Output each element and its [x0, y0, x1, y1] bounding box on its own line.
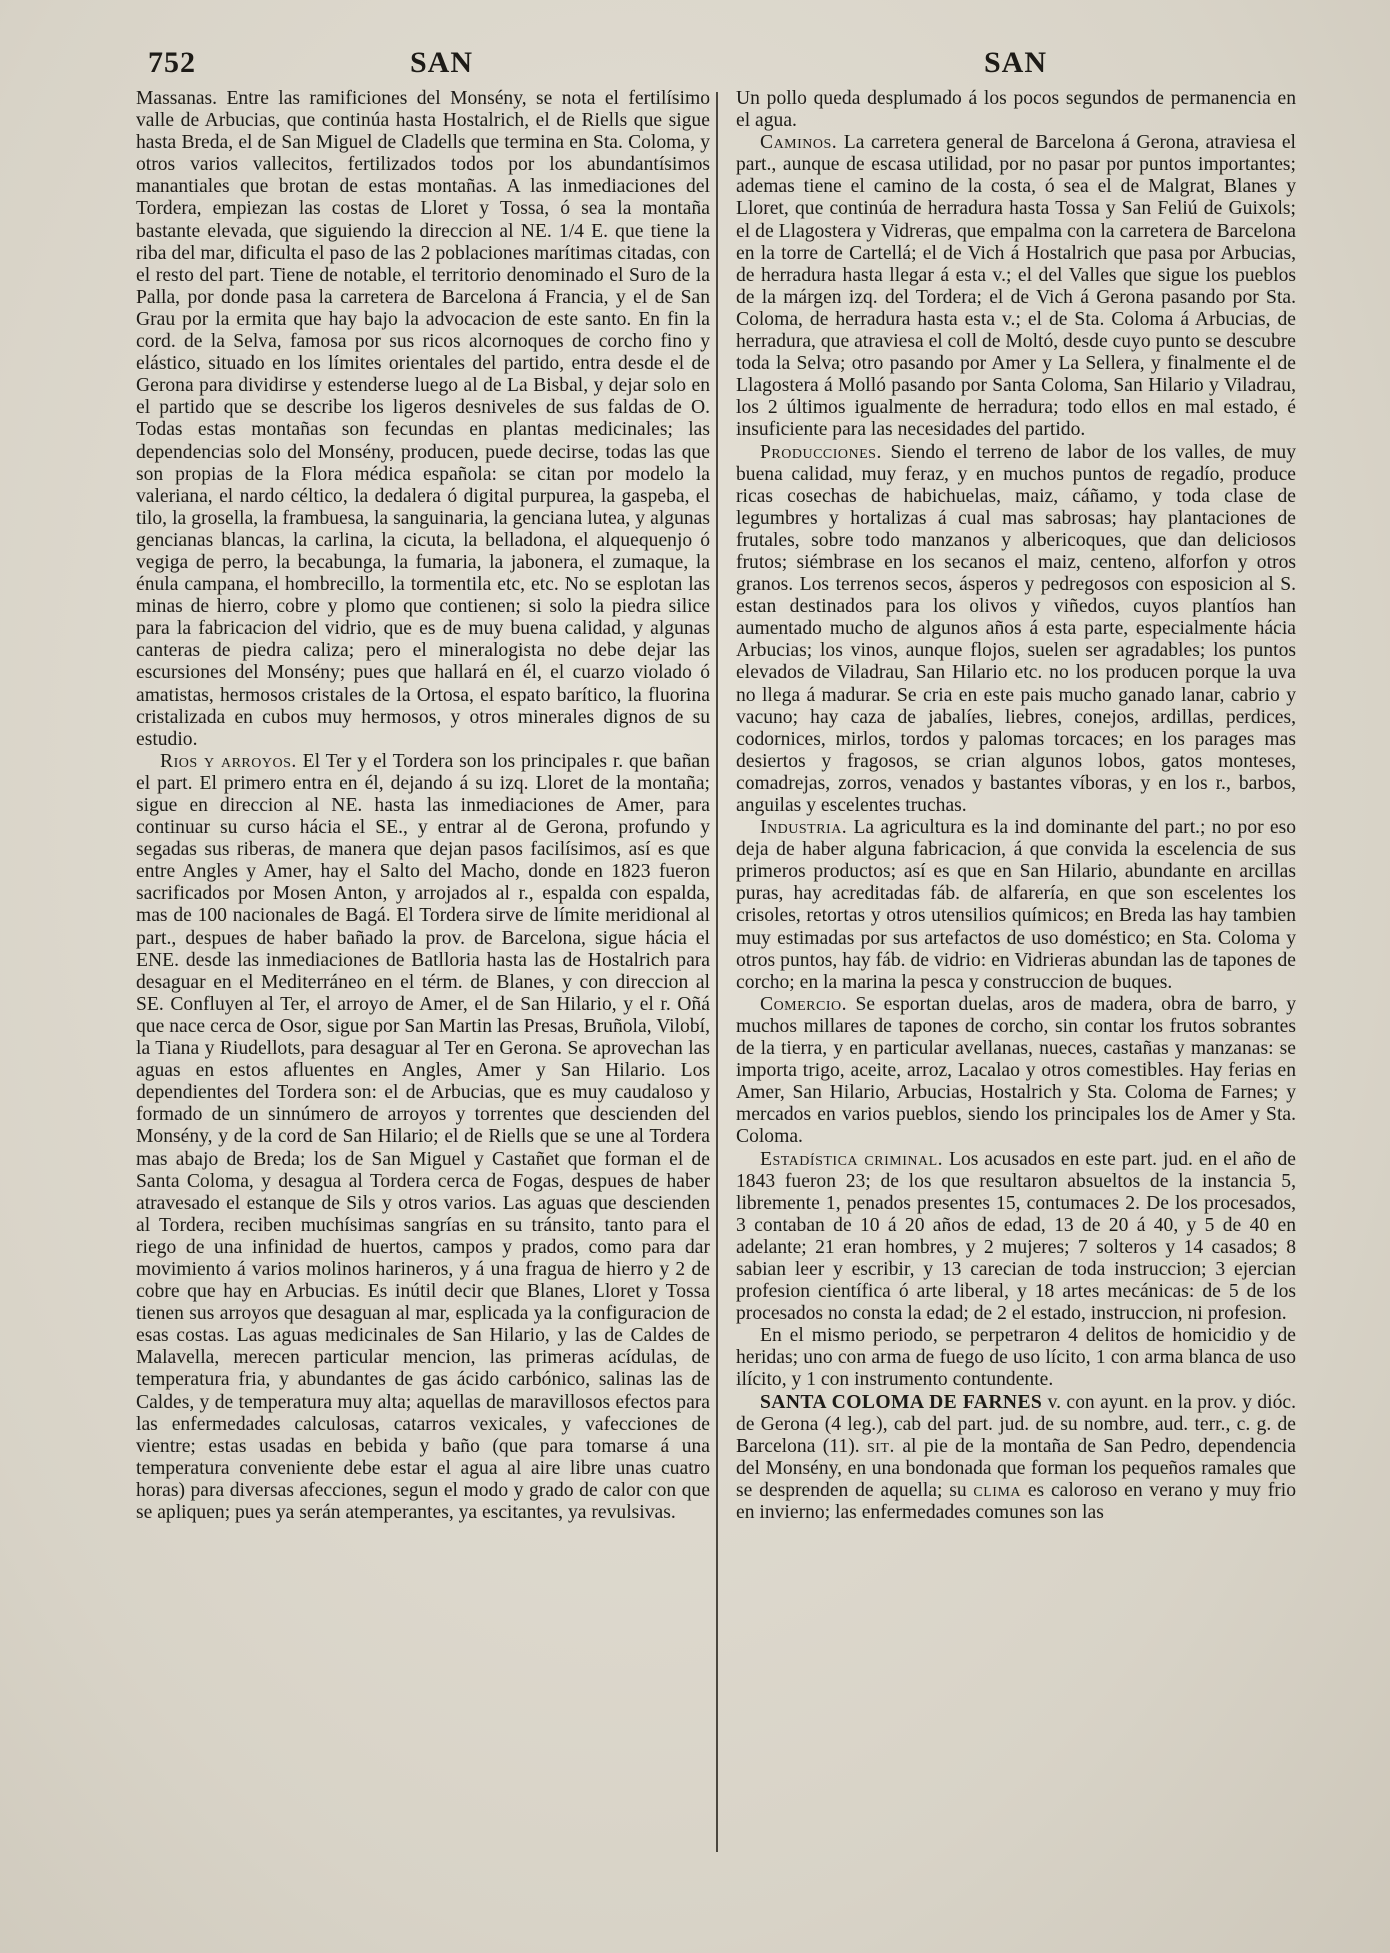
- paragraph-delitos: En el mismo periodo, se perpetraron 4 delitos de homicidio y de heridas; uno con arma de fuego de uso lícito, 1 con arma blanca de uso ilícito, y 1 con instrumento contundente.: [736, 1325, 1296, 1391]
- running-head-right: SAN: [984, 46, 1048, 79]
- section-rios-y-arroyos: [136, 751, 710, 1524]
- section-comercio: [736, 994, 1296, 1149]
- section-body-industria: La agricultura es la ind dominante del part.; no por eso deja de haber alguna fabricacion, á que convida la escelencia de sus primeros productos; así es que en San Hilario, abundante en arcillas puras, hay acreditadas fáb. de alfarería, en que son escelentes los crisoles, retortas y otros utensilios químicos; en Breda las hay tambien muy estimadas por sus artefactos de uso doméstico; en Sta. Coloma y otros puntos, hay fáb. de vidrio: en Vidrieras abundan las de tapones de corcho; en la marina la pesca y construccion de buques.: [736, 817, 1296, 993]
- page-number: 752: [148, 46, 196, 79]
- right-column: [736, 88, 1296, 1903]
- column-divider: [716, 92, 718, 1852]
- section-body-rios: El Ter y el Tordera son los principales r. que bañan el part. El primero entra en él, dejando á su izq. Lloret de la montaña; sigue en direccion al NE. hasta las inmediaciones de Amer, para continuar su curso hácia el SE., y entrar al de Gerona, profundo y segadas sus riberas, de manera que dejan pasos facilísimos, así es que entre Angles y Amer, hay el Salto del Macho, donde en 1823 fueron sacrificados por Mosen Anton, y arrojados al r., espalda con espalda, mas de 100 nacionales de Bagá. El Tordera sirve de límite meridional al part., despues de haber bañado la prov. de Barcelona, sigue hácia el ENE. desde las inmediaciones de Batlloria hasta las de Hostalrich para desaguar en el Mediterráneo en el térm. de Blanes, y con direccion al SE. Confluyen al Ter, el arroyo de Amer, el de San Hilario, y el r. Oñá que nace cerca de Osor, sigue por San Martin las Presas, Bruñola, Vilobí, la Tiana y Riudellots, para desaguar al Ter en Gerona. Se aprovechan las aguas en estos afluentes en Angles, Amer y San Hilario. Los dependientes del Tordera son: el de Arbucias, que es muy caudaloso y formado de un sinnúmero de arroyos y torrentes que descienden del Monsény, y de la cord de San Hilario; el de Riells que se une al Tordera mas abajo de Breda; los de San Miguel y Castañet que forman el de Santa Coloma, y desagua al Tordera cerca de Fogas, despues de haber atravesado el estanque de Sils y otros varios. Las aguas que descienden al Tordera, reciben muchísimas sangrías en su tránsito, tanto para el riego de una infinidad de huertos, campos y prados, como para dar movimiento á varios molinos harineros, y á una fragua de hierro y 2 de cobre que hay en Arbucias. Es inútil decir que Blanes, Lloret y Tossa tienen sus arroyos que desaguan al mar, esplicada ya la configuracion de esas costas. Las aguas medicinales de San Hilario, y las de Caldes de Malavella, merecen particular mencion, las primeras acídulas, de temperatura fria, y abundantes de gas ácido carbónico, salinas las de Caldes, y de temperatura muy alta; aquellas de maravillosos efectos para las enfermedades calculosas, catarros vexicales, y vafecciones de vientre; estas usadas en bebida y baño (que para tomarse á una temperatura conveniente debe estar el agua al aire libre unas cuatro horas) para diversas afecciones, segun el modo y grado de calor con que se apliquen; pues ya serán atemperantes, ya escitantes, ya revulsivas.: [136, 750, 710, 1523]
- section-heading-caminos: Caminos.: [760, 132, 838, 154]
- abbrev-sit: sit.: [867, 1435, 895, 1457]
- abbrev-clima: clima: [973, 1479, 1022, 1501]
- section-body-estadistica: Los acusados en este part. jud. en el año de 1843 fueron 23; de los que resultaron absueltos de la instancia 5, libremente 1, penados presentes 15, contumaces 2. De los procesados, 3 contaban de 10 á 20 años de edad, 13 de 20 á 40, y 5 de 40 en adelante; 21 eran hombres, y 2 mujeres; 7 solteros y 14 casados; 8 sabian leer y escribir, y 13 carecian de toda instruccion; 3 ejercian profesion científica ó arte liberal, y 18 artes mecánicas: de 5 de los procesados no consta la edad; de 2 el estado, instruccion, ni profesion.: [736, 1148, 1296, 1325]
- section-heading-comercio: Comercio.: [760, 993, 848, 1015]
- section-caminos: [736, 132, 1296, 441]
- section-producciones: [736, 442, 1296, 818]
- section-estadistica-criminal: [736, 1149, 1296, 1326]
- section-heading-producciones: Producciones.: [760, 441, 882, 463]
- section-heading-estadistica: Estadística criminal.: [760, 1148, 944, 1170]
- entry-santa-coloma-de-farnes: [736, 1392, 1296, 1525]
- section-heading-industria: Industria.: [760, 817, 848, 839]
- running-head-left: SAN: [410, 46, 474, 79]
- entry-title: SANTA COLOMA DE FARNES: [760, 1391, 1043, 1413]
- section-body-producciones: Siendo el terreno de labor de los valles, de muy buena calidad, muy feraz, y en muchos puntos de regadío, produce ricas cosechas de habichuelas, maiz, cáñamo, y toda clase de legumbres y hortalizas á cual mas sabrosas; hay plantaciones de frutales, sobre todo manzanos y albericoques, que dan deliciosos frutos; siémbrase en los secanos el maiz, centeno, alforfon y otros granos. Los terrenos secos, ásperos y pedregosos con esposicion al S. estan destinados para los olivos y viñedos, cuyos plantíos han aumentado mucho de algunos años á esta parte, especialmente hácia Arbucias; los vinos, aunque flojos, suelen ser agradables; los puntos elevados de Viladrau, San Hilario etc. no los producen porque la uva no llega á madurar. Se cria en este pais mucho ganado lanar, cabrio y vacuno; hay caza de jabalíes, liebres, conejos, ardillas, perdices, codornices, mirlos, tordos y palomas torcaces; en los parages mas desiertos y fragosos, se crian algunos lobos, gatos monteses, comadrejas, zorros, venados y bastantes víboras, y en los r., barbos, anguilas y escelentes truchas.: [736, 441, 1296, 816]
- paragraph-aguas-continuation: Un pollo queda desplumado á los pocos segundos de permanencia en el agua.: [736, 88, 1296, 132]
- left-column: [136, 88, 710, 1903]
- section-body-caminos: La carretera general de Barcelona á Gerona, atraviesa el part., aunque de escasa utilidad, por no pasar por puntos importantes; ademas tiene el camino de la costa, ó sea el de Malgrat, Blanes y Lloret, que continúa de herradura hasta Tossa y San Feliú de Guixols; el de Llagostera y Vidreras, que empalma con la carretera de Barcelona en la torre de Cartellá; el de Vich á Hostalrich que pasa por Arbucias, de herradura hasta llegar á esta v.; el del Valles que sigue los pueblos de la márgen izq. del Tordera; el de Vich á Gerona pasando por Sta. Coloma, de herradura hasta esta v.; el de Sta. Coloma á Arbucias, de herradura, que atraviesa el coll de Moltó, desde cuyo punto se descubre toda la Selva; otro pasando por Amer y La Sellera, y finalmente el de Llagostera á Molló pasando por Santa Coloma, San Hilario y Viladrau, los 2 últimos igualmente de herradura; todo ellos en mal estado, é insuficiente para las necesidades del partido.: [736, 132, 1296, 441]
- section-heading-rios: Rios y arroyos.: [160, 750, 297, 772]
- section-body-comercio: Se esportan duelas, aros de madera, obra de barro, y muchos millares de tapones de corcho, sin contar los frutos sobrantes de la tierra, y en particular avellanas, nueces, castañas y manzanas: se importa trigo, aceite, arroz, Lacalao y otros comestibles. Hay ferias en Amer, San Hilario, Arbucias, Hostalrich y Sta. Coloma de Farnes; y mercados en varios pueblos, siendo los principales los de Amer y Sta. Coloma.: [736, 993, 1296, 1148]
- entry-body-a: v. con ayunt. en la prov. y dióc. de Gerona (4 leg.), cab del part. jud. de su nombre, aud. terr., c. g. de Barcelona (11).: [736, 1391, 1296, 1457]
- entry-body-b: al pie de la montaña de San Pedro, dependencia del Monsény, en una bondonada que forman los pequeños ramales que se desprenden de aquella; su: [736, 1435, 1296, 1501]
- section-industria: [736, 817, 1296, 994]
- entry-body-c: es caloroso en verano y muy frio en invierno; las enfermedades comunes son las: [736, 1479, 1296, 1523]
- paragraph-montes-continuation: Massanas. Entre las ramificiones del Monsény, se nota el fertilísimo valle de Arbucias, que continúa hasta Hostalrich, el de Riells que sigue hasta Breda, el de San Miguel de Cladells que termina en Sta. Coloma, y otros varios vallecitos, fertilizados todos por los abundantísimos manantiales que brotan de estas montañas. A las inmediaciones del Tordera, empiezan las costas de Lloret y Tossa, ó sea la montaña bastante elevada, que siguiendo la direccion al NE. 1/4 E. que tiene la riba del mar, dificulta el paso de las 2 poblaciones marítimas citadas, con el resto del part. Tiene de notable, el territorio denominado el Suro de la Palla, por donde pasa la carretera de Barcelona á Francia, y el de San Grau por la ermita que hay bajo la advocacion de este santo. En fin la cord. de la Selva, famosa por sus ricos alcornoques de corcho fino y elástico, situado en los límites orientales del partido, entra desde el de Gerona para dividirse y estenderse luego al de La Bisbal, y dejar solo en el partido que se describe los ligeros desniveles de sus faldas de O. Todas estas montañas son fecundas en plantas medicinales; las dependencias solo del Monsény, producen, puede decirse, todas las que son propias de la Flora médica española: se citan por modelo la valeriana, el nardo céltico, la dedalera ó digital purpurea, la gaspeba, el tilo, la grosella, la frambuesa, la sanguinaria, la genciana lutea, y algunas gencianas blancas, la carlina, la cicuta, la belladona, el alquequenjo ó vegiga de perro, la becabunga, la fumaria, la jabonera, el zumaque, la énula campana, el hombrecillo, la tormentila etc, etc. No se esplotan las minas de hierro, cobre y plomo que contienen; si solo la piedra silice para la fabricacion del vidrio, que es de muy buena calidad, y algunas canteras de piedra caliza; pero el mineralogista no debe dejar las escursiones del Monsény; pues que hallará en él, el cuarzo violado ó amatistas, hermosos cristales de la Ortosa, el espato barítico, la fluorina cristalizada en cubos muy hermosos, y otros minerales dignos de su estudio.: [136, 88, 710, 750]
